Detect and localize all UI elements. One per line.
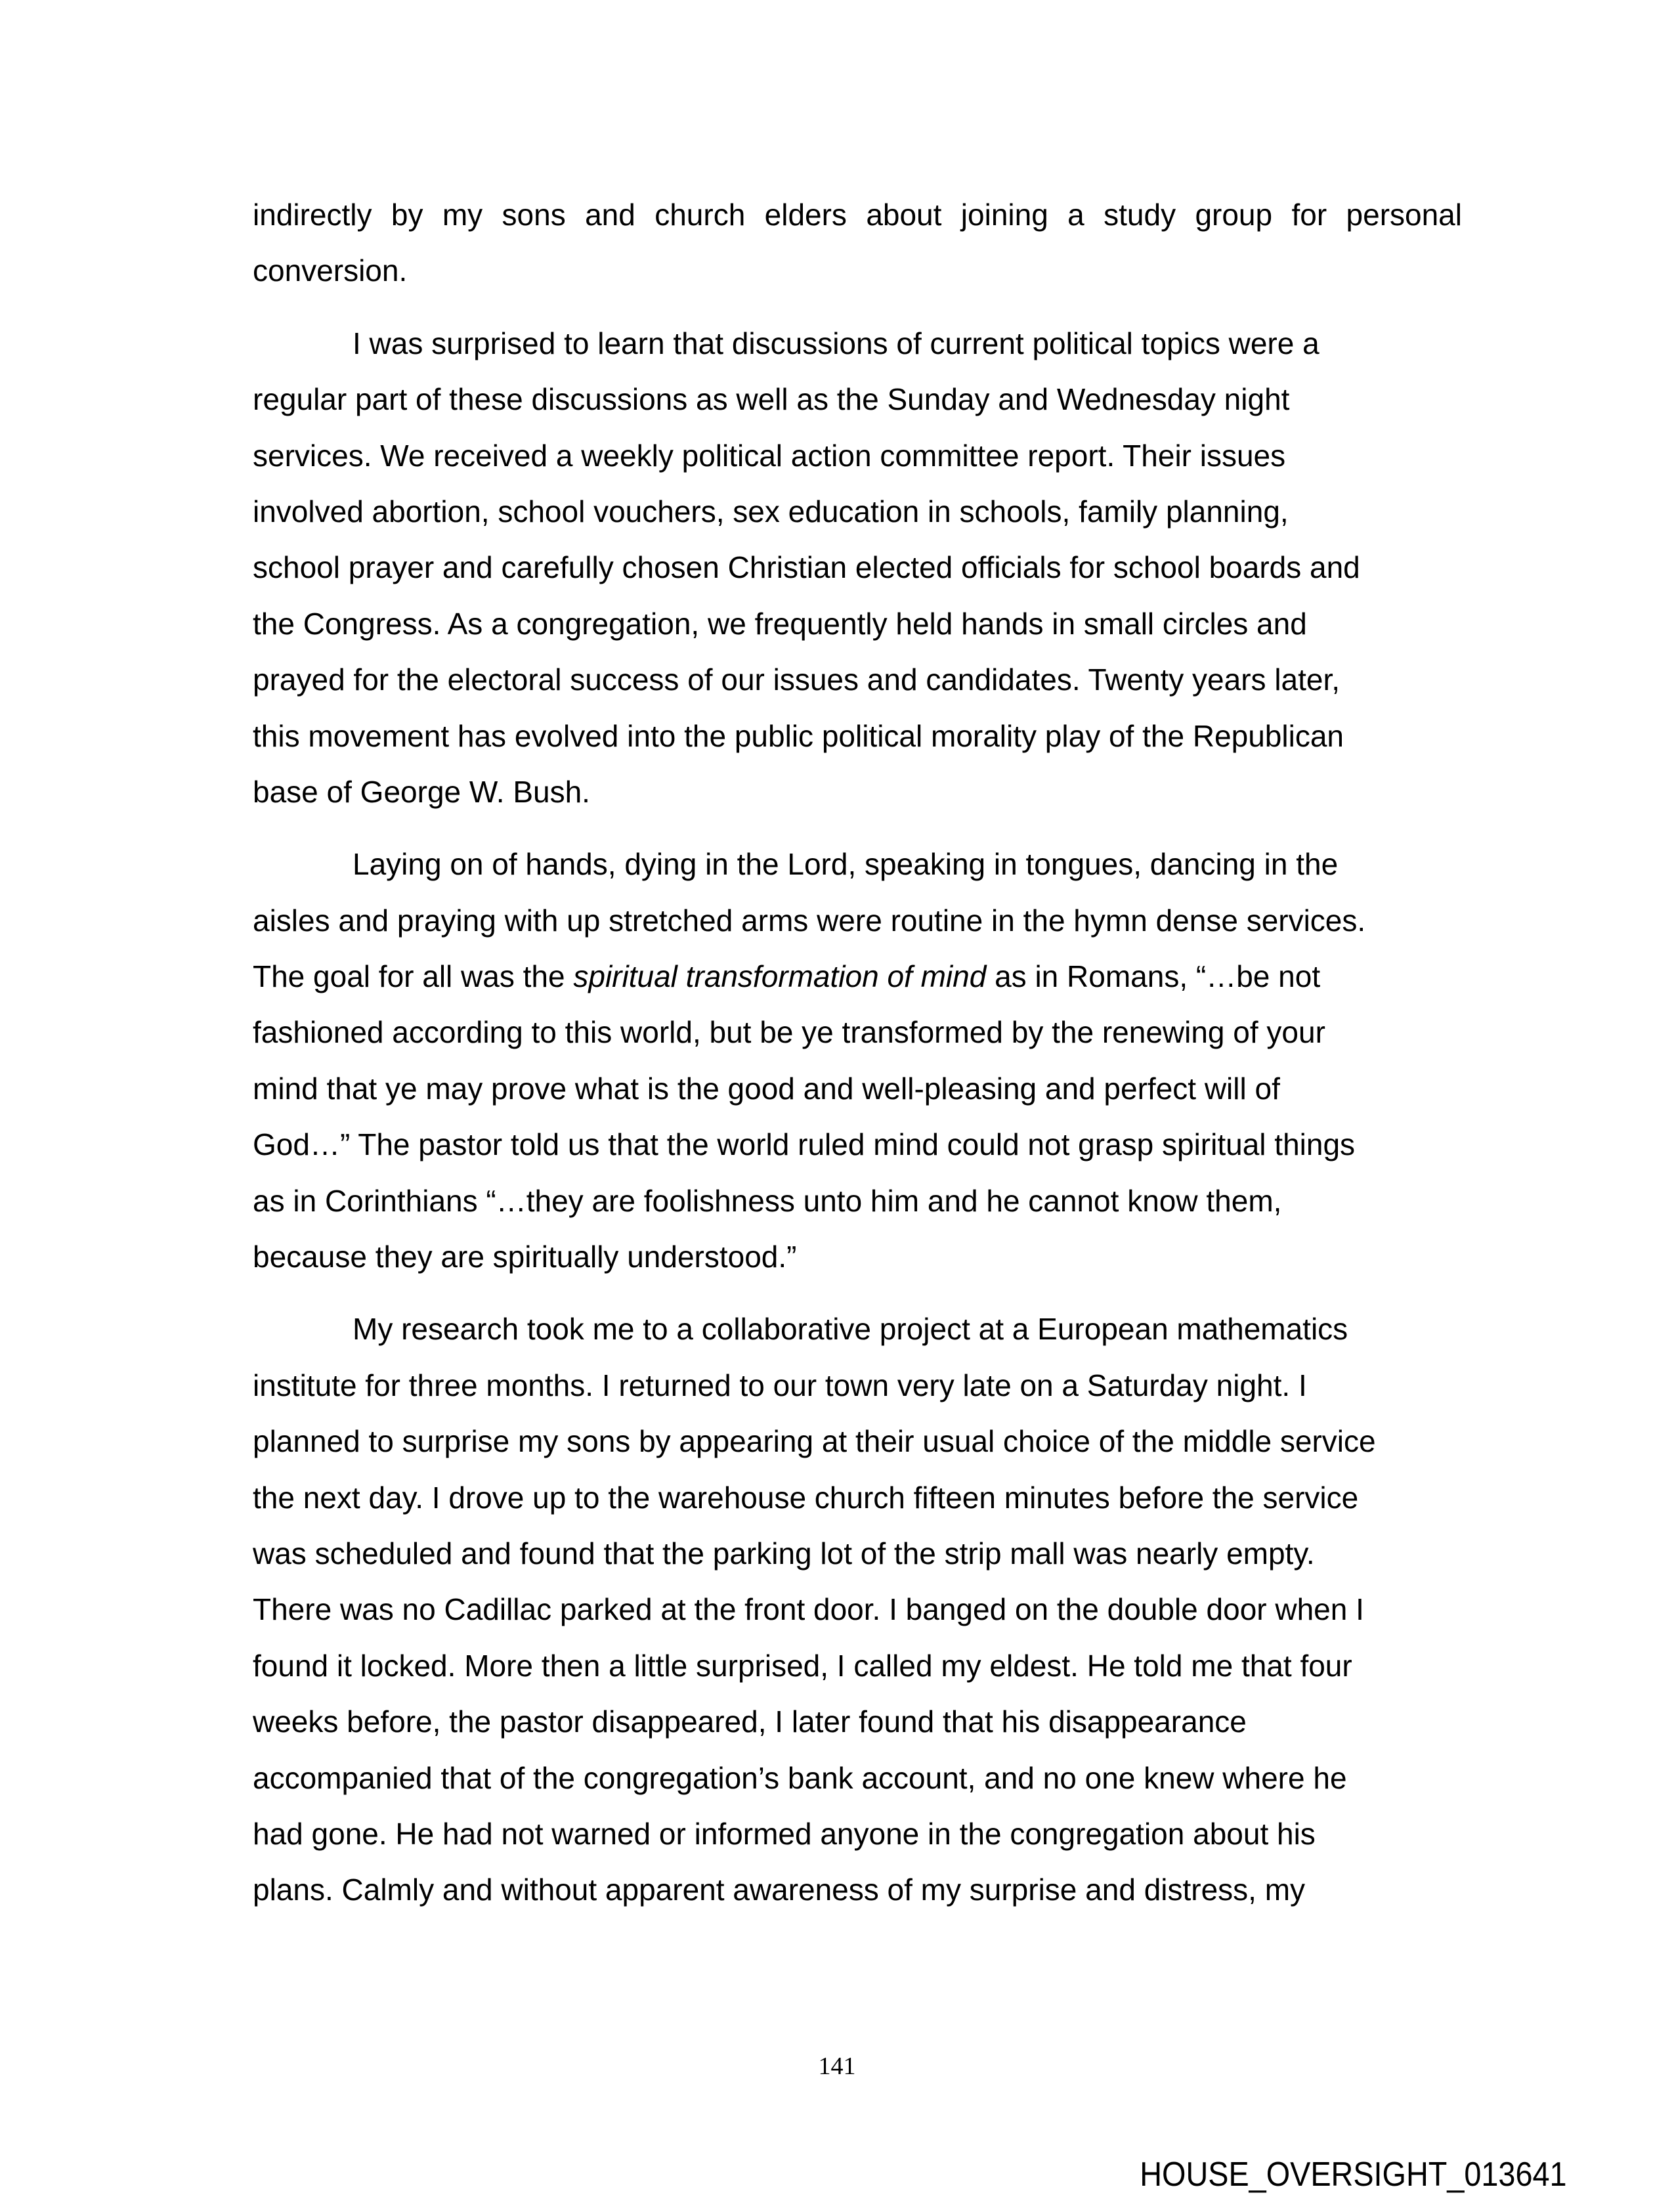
text-segment: Laying on of hands, dying in the Lord, speaking in tongues, dancing in the	[353, 847, 1339, 882]
text-segment: the next day. I drove up to the warehouse church fifteen minutes before the service	[253, 1480, 1359, 1515]
text-line	[253, 1477, 1462, 1533]
text-line	[253, 1012, 1462, 1068]
text-line	[253, 379, 1462, 435]
text-segment: services. We received a weekly political action committee report. Their issues	[253, 438, 1286, 473]
text-line	[253, 250, 1462, 306]
italic-text: spiritual transformation of mind	[573, 959, 987, 994]
text-segment: this movement has evolved into the public political morality play of the Republican	[253, 718, 1344, 753]
text-segment: institute for three months. I returned to our town very late on a Saturday night. I	[253, 1368, 1307, 1402]
text-line	[253, 716, 1462, 771]
text-line	[253, 1236, 1462, 1292]
text-segment: weeks before, the pastor disappeared, I later found that his disappearance	[253, 1704, 1247, 1739]
text-segment: planned to surprise my sons by appearing at their usual choice of the middle service	[253, 1424, 1376, 1459]
text-line	[253, 1813, 1462, 1869]
text-segment: school prayer and carefully chosen Christian elected officials for school boards and	[253, 550, 1360, 585]
text-segment: God…” The pastor told us that the world ruled mind could not grasp spiritual things	[253, 1127, 1356, 1162]
text-segment: as in Romans, “…be not	[986, 959, 1321, 994]
text-line	[253, 603, 1462, 659]
text-line	[253, 1701, 1462, 1757]
text-line	[253, 1181, 1462, 1236]
text-line	[253, 491, 1462, 547]
text-segment: had gone. He had not warned or informed anyone in the congregation about his	[253, 1816, 1316, 1851]
text-line	[253, 323, 1462, 379]
text-segment: The goal for all was the	[253, 959, 574, 994]
text-line	[253, 1758, 1462, 1813]
text-line	[253, 194, 1462, 250]
text-segment: the Congress. As a congregation, we frequently held hands in small circles and	[253, 606, 1307, 641]
text-segment: involved abortion, school vouchers, sex education in schools, family planning,	[253, 494, 1289, 529]
text-segment: prayed for the electoral success of our issues and candidates. Twenty years later,	[253, 662, 1341, 697]
text-segment: found it locked. More then a little surprised, I called my eldest. He told me that four	[253, 1648, 1352, 1683]
text-line	[253, 900, 1462, 956]
text-segment: indirectly by my sons and church elders about joining a study group for personal	[253, 198, 1462, 232]
text-segment: conversion.	[253, 253, 408, 288]
text-line	[253, 771, 1462, 827]
text-line	[253, 1124, 1462, 1180]
text-segment: plans. Calmly and without apparent awareness of my surprise and distress, my	[253, 1873, 1306, 1907]
text-line	[253, 1309, 1462, 1364]
text-segment: as in Corinthians “…they are foolishness unto him and he cannot know them,	[253, 1183, 1282, 1218]
text-segment: There was no Cadillac parked at the front door. I banged on the double door when I	[253, 1592, 1364, 1627]
text-line	[253, 956, 1462, 1012]
paragraph	[253, 1309, 1462, 1925]
body-text	[253, 194, 1462, 1942]
text-segment: aisles and praying with up stretched arms were routine in the hymn dense services.	[253, 903, 1366, 938]
text-line	[253, 844, 1462, 900]
text-line	[253, 1645, 1462, 1701]
text-line	[253, 1533, 1462, 1589]
text-segment: base of George W. Bush.	[253, 774, 590, 809]
text-segment: mind that ye may prove what is the good and well-pleasing and perfect will of	[253, 1071, 1280, 1106]
text-segment: regular part of these discussions as well as the Sunday and Wednesday night	[253, 382, 1290, 417]
text-segment: was scheduled and found that the parking lot of the strip mall was nearly empty.	[253, 1536, 1315, 1571]
text-line	[253, 1365, 1462, 1421]
text-segment: fashioned according to this world, but be ye transformed by the renewing of your	[253, 1015, 1325, 1050]
bates-number: HOUSE_OVERSIGHT_013641	[1140, 2156, 1567, 2194]
text-segment: accompanied that of the congregation’s bank account, and no one knew where he	[253, 1760, 1347, 1795]
text-line	[253, 435, 1462, 491]
paragraph	[253, 844, 1462, 1292]
text-line	[253, 1869, 1462, 1925]
text-line	[253, 1068, 1462, 1124]
text-segment: I was surprised to learn that discussions of current political topics were a	[353, 326, 1320, 360]
text-segment: because they are spiritually understood.”	[253, 1240, 797, 1274]
paragraph	[253, 194, 1462, 307]
page-number: 141	[818, 2052, 856, 2080]
text-line	[253, 547, 1462, 603]
text-line	[253, 659, 1462, 715]
text-segment: My research took me to a collaborative project at a European mathematics	[353, 1312, 1348, 1347]
paragraph	[253, 323, 1462, 828]
text-line	[253, 1421, 1462, 1477]
text-line	[253, 1589, 1462, 1645]
